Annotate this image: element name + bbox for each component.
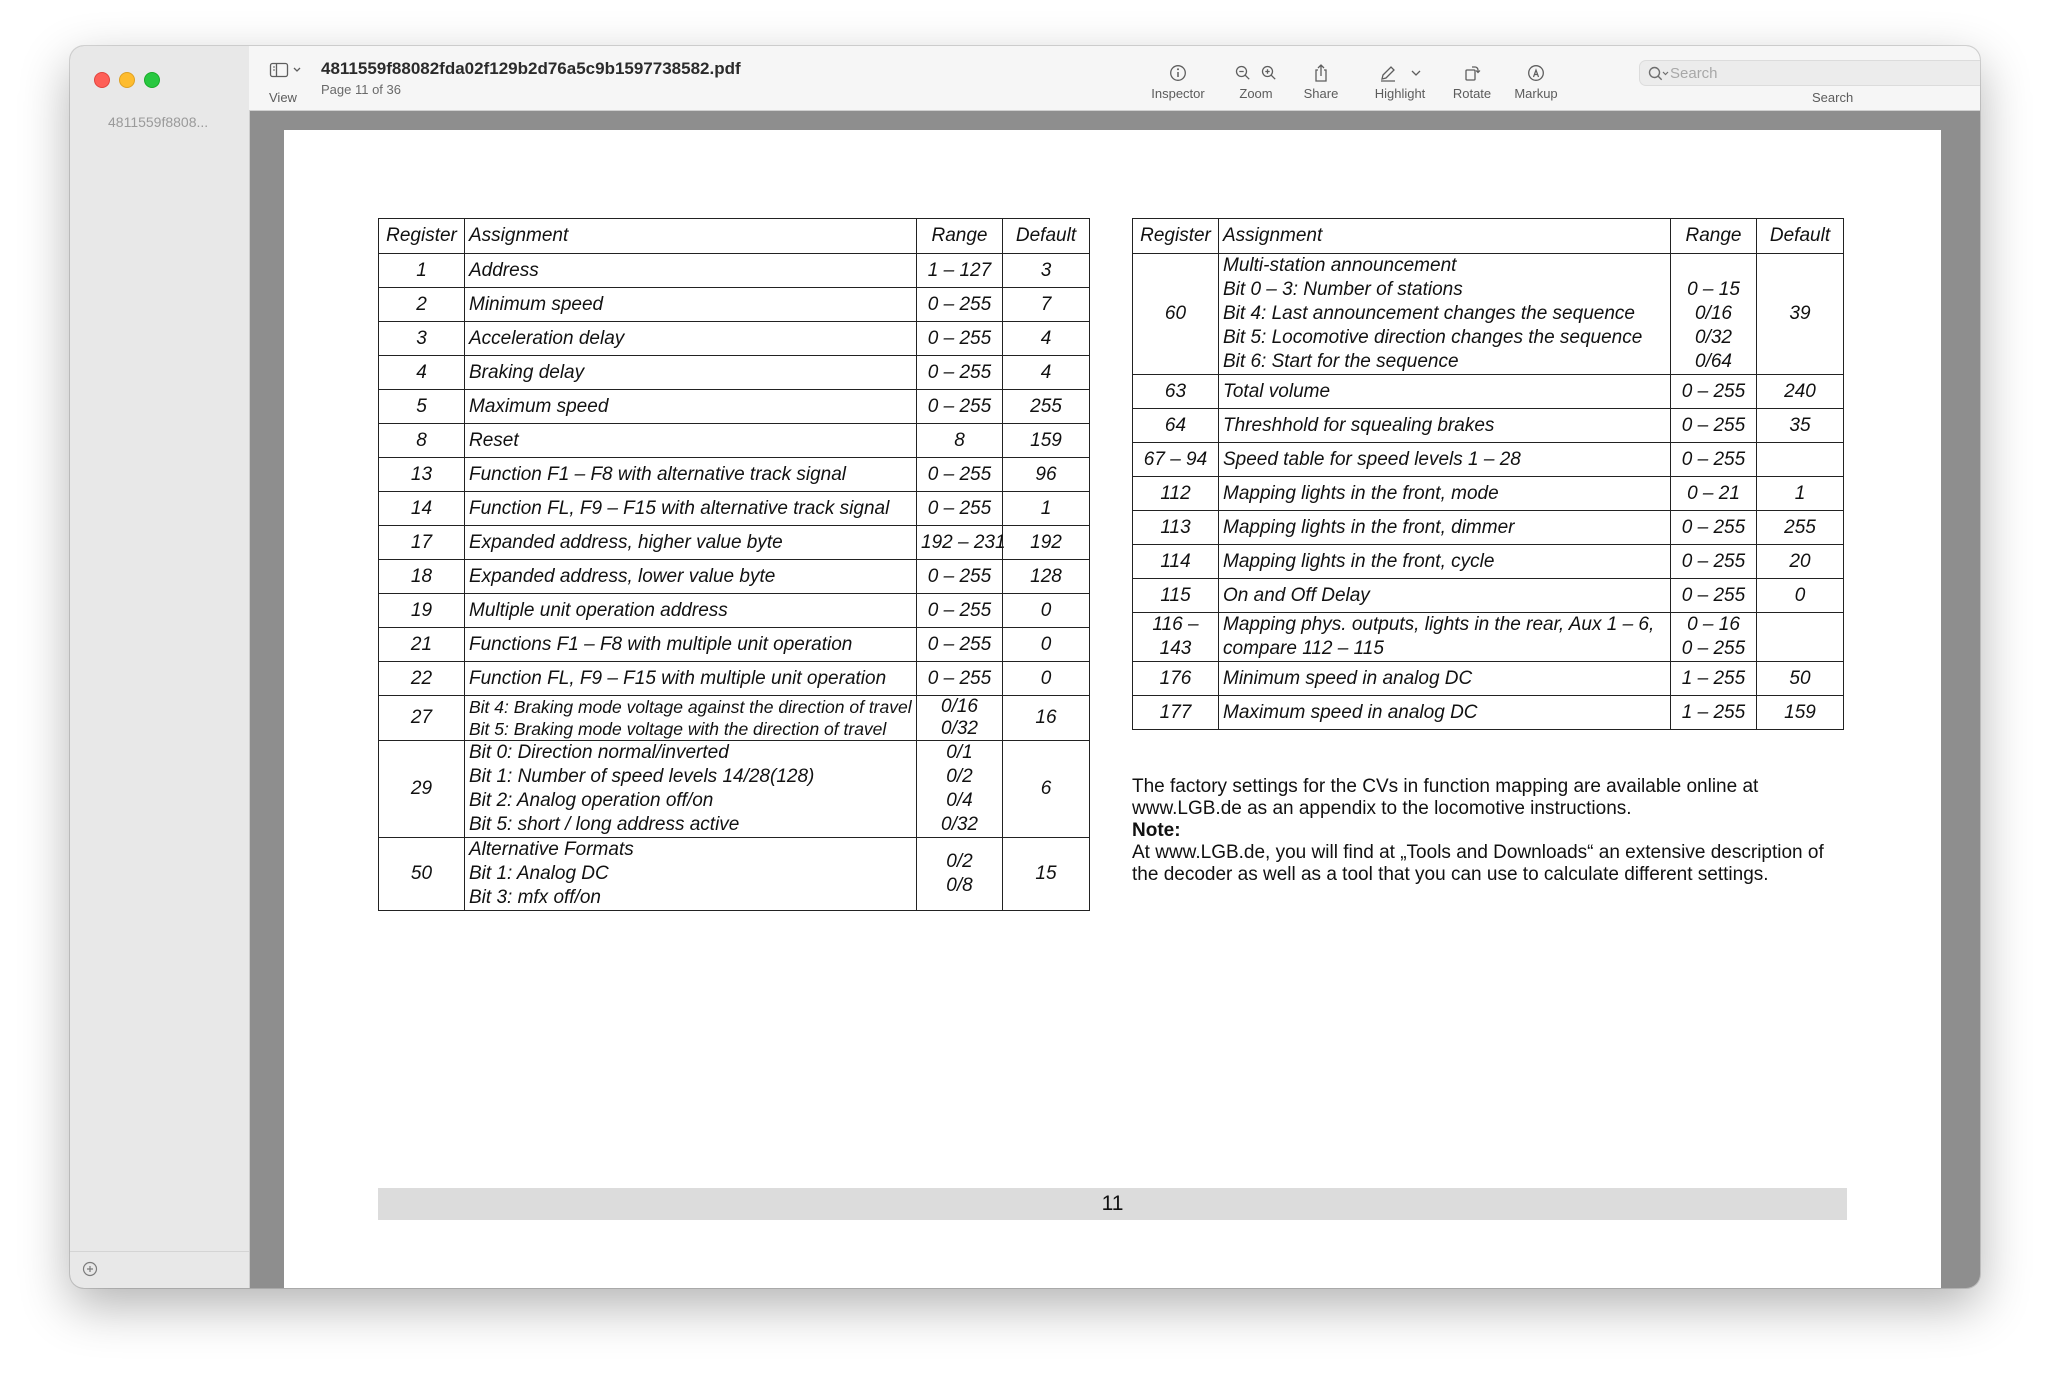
range-line: 0 – 255 <box>1681 380 1746 402</box>
assignment-cell <box>465 696 917 741</box>
zoom-label: Zoom <box>1239 86 1273 101</box>
table-row <box>379 662 1090 696</box>
table-row <box>379 356 1090 390</box>
assignment-cell <box>1219 375 1671 409</box>
notes-block <box>1132 776 1852 886</box>
assignment-cell <box>1219 579 1671 613</box>
table-row <box>1133 254 1844 375</box>
markup-pen-icon <box>1527 64 1545 82</box>
search-field[interactable] <box>1639 60 1980 86</box>
range-cell <box>917 696 1003 741</box>
range-line: 0 – 255 <box>927 667 992 689</box>
assignment-line: Multiple unit operation address <box>469 599 728 621</box>
range-cell <box>1671 477 1757 511</box>
assignment-line: Function FL, F9 – F15 with multiple unit operation <box>469 667 887 689</box>
register-cell: 8 <box>379 424 465 458</box>
highlight-button[interactable] <box>1359 60 1441 108</box>
sidebar <box>70 46 250 1288</box>
header-range: Range <box>917 219 1003 254</box>
range-line: 0 – 255 <box>927 565 992 587</box>
table-row <box>1133 409 1844 443</box>
range-cell <box>917 356 1003 390</box>
assignment-cell <box>1219 409 1671 443</box>
assignment-line: Bit 5: Braking mode voltage with the direction of travel <box>469 719 887 739</box>
register-cell: 21 <box>379 628 465 662</box>
register-cell: 5 <box>379 390 465 424</box>
default-cell: 16 <box>1003 696 1090 741</box>
table-row <box>379 254 1090 288</box>
info-icon <box>1169 64 1187 82</box>
range-cell <box>1671 545 1757 579</box>
register-cell: 17 <box>379 526 465 560</box>
range-cell <box>917 838 1003 911</box>
register-cell: 3 <box>379 322 465 356</box>
range-cell <box>1671 579 1757 613</box>
range-cell <box>1671 662 1757 696</box>
header-assignment: Assignment <box>1219 219 1671 254</box>
table-row <box>379 741 1090 838</box>
header-register: Register <box>379 219 465 254</box>
cv-table-right <box>1132 218 1844 730</box>
default-cell: 20 <box>1757 545 1844 579</box>
assignment-line: Minimum speed in analog DC <box>1223 667 1473 689</box>
table-row <box>379 322 1090 356</box>
range-cell <box>917 390 1003 424</box>
default-cell: 0 <box>1757 579 1844 613</box>
assignment-line: Bit 4: Braking mode voltage against the direction of travel <box>469 697 912 717</box>
default-cell: 0 <box>1003 662 1090 696</box>
default-cell: 240 <box>1757 375 1844 409</box>
header-default: Default <box>1003 219 1090 254</box>
register-cell: 63 <box>1133 375 1219 409</box>
assignment-cell <box>465 741 917 838</box>
default-cell: 35 <box>1757 409 1844 443</box>
range-line: 0 – 255 <box>927 395 992 417</box>
range-line: 0/2 <box>946 851 973 872</box>
table-row <box>1133 613 1844 662</box>
range-line: 0 – 255 <box>927 599 992 621</box>
table-row <box>379 526 1090 560</box>
range-line: 1 – 255 <box>1681 667 1746 689</box>
default-cell: 159 <box>1757 696 1844 730</box>
default-cell: 1 <box>1757 477 1844 511</box>
range-cell <box>1671 375 1757 409</box>
zoom-out-icon[interactable] <box>1235 65 1251 81</box>
range-cell <box>1671 613 1757 662</box>
register-cell: 60 <box>1133 254 1219 375</box>
range-cell <box>1671 511 1757 545</box>
sidebar-toggle-icon <box>269 60 303 78</box>
highlighter-icon <box>1379 64 1397 82</box>
page-number: 11 <box>1101 1192 1124 1215</box>
zoom-in-icon[interactable] <box>1261 65 1277 81</box>
register-cell: 4 <box>379 356 465 390</box>
assignment-line: Reset <box>469 429 519 451</box>
assignment-line: Braking delay <box>469 361 585 383</box>
assignment-line: Bit 4: Last announcement changes the sequence <box>1223 303 1635 324</box>
range-line: 8 <box>954 429 965 451</box>
assignment-line: Bit 1: Number of speed levels 14/28(128) <box>469 766 815 787</box>
assignment-cell <box>1219 696 1671 730</box>
assignment-line: Address <box>469 259 539 281</box>
range-line: 0/4 <box>946 790 973 811</box>
range-line: 0/32 <box>941 718 978 739</box>
table-row <box>379 560 1090 594</box>
rotate-label: Rotate <box>1452 86 1492 101</box>
assignment-cell <box>465 492 917 526</box>
range-line: 0 – 255 <box>927 463 992 485</box>
range-cell <box>917 424 1003 458</box>
sidebar-footer <box>70 1251 249 1288</box>
assignment-line: Mapping lights in the front, mode <box>1223 482 1499 504</box>
register-cell: 177 <box>1133 696 1219 730</box>
default-cell: 0 <box>1003 628 1090 662</box>
range-line: 0/32 <box>941 814 978 835</box>
range-line: 0 – 255 <box>927 633 992 655</box>
range-cell <box>917 492 1003 526</box>
assignment-line: Functions F1 – F8 with multiple unit operation <box>469 633 853 655</box>
assignment-cell <box>1219 613 1671 662</box>
assignment-line: Bit 5: short / long address active <box>469 814 740 835</box>
assignment-cell <box>465 838 917 911</box>
cv-table-left <box>378 218 1090 911</box>
assignment-cell <box>1219 254 1671 375</box>
register-cell: 22 <box>379 662 465 696</box>
assignment-line: Multi-station announcement <box>1223 255 1457 276</box>
range-line: 0 – 16 <box>1687 614 1740 635</box>
table-row <box>1133 696 1844 730</box>
default-cell: 255 <box>1003 390 1090 424</box>
default-cell: 159 <box>1003 424 1090 458</box>
page-number-bar <box>378 1188 1847 1220</box>
assignment-cell <box>465 254 917 288</box>
table-row <box>379 838 1090 911</box>
default-cell: 1 <box>1003 492 1090 526</box>
page-indicator: Page 11 of 36 <box>321 82 401 97</box>
range-line: 0/1 <box>946 742 973 763</box>
range-line: 0/8 <box>946 875 973 896</box>
assignment-line: Expanded address, higher value byte <box>469 531 783 553</box>
default-cell <box>1757 443 1844 477</box>
assignment-line: Bit 1: Analog DC <box>469 863 609 884</box>
range-line: 0 – 255 <box>927 327 992 349</box>
default-cell: 7 <box>1003 288 1090 322</box>
range-cell <box>917 628 1003 662</box>
register-cell: 115 <box>1133 579 1219 613</box>
default-cell: 3 <box>1003 254 1090 288</box>
assignment-line: Threshhold for squealing brakes <box>1223 414 1495 436</box>
assignment-line: Expanded address, lower value byte <box>469 565 776 587</box>
range-line: 0 – 21 <box>1687 482 1740 504</box>
table-row <box>379 628 1090 662</box>
assignment-line: compare 112 – 115 <box>1223 638 1384 659</box>
assignment-cell <box>465 390 917 424</box>
assignment-line: Bit 0: Direction normal/inverted <box>469 742 729 763</box>
range-line: 0 – 255 <box>1681 414 1746 436</box>
pdf-page <box>284 130 1941 1288</box>
range-cell <box>1671 254 1757 375</box>
range-cell <box>917 458 1003 492</box>
default-cell <box>1757 613 1844 662</box>
assignment-line: Function FL, F9 – F15 with alternative track signal <box>469 497 890 519</box>
assignment-line: Maximum speed in analog DC <box>1223 701 1478 723</box>
inspector-label: Inspector <box>1151 86 1205 101</box>
register-cell: 19 <box>379 594 465 628</box>
assignment-line: Total volume <box>1223 380 1331 402</box>
highlight-label: Highlight <box>1374 86 1426 101</box>
table-row <box>379 288 1090 322</box>
range-line: 0 – 255 <box>927 497 992 519</box>
table-row <box>379 424 1090 458</box>
range-line: 1 – 255 <box>1681 701 1746 723</box>
range-line: 192 – 231 <box>921 531 1006 553</box>
search-label: Search <box>1812 90 1854 105</box>
inspector-button[interactable] <box>1140 60 1216 108</box>
view-label: View <box>269 90 297 105</box>
range-line: 0 – 255 <box>1681 448 1746 470</box>
header-default: Default <box>1757 219 1844 254</box>
assignment-cell <box>1219 511 1671 545</box>
table-row <box>1133 443 1844 477</box>
assignment-cell <box>465 322 917 356</box>
default-cell: 15 <box>1003 838 1090 911</box>
header-assignment: Assignment <box>465 219 917 254</box>
assignment-line: Bit 3: mfx off/on <box>469 887 601 908</box>
range-cell <box>917 288 1003 322</box>
default-cell: 192 <box>1003 526 1090 560</box>
assignment-cell <box>465 594 917 628</box>
register-cell: 116 – 143 <box>1133 613 1219 662</box>
assignment-line: Mapping phys. outputs, lights in the rear, Aux 1 – 6, <box>1223 614 1655 635</box>
sidebar-thumbnail-label[interactable]: 4811559f8808... <box>108 114 209 130</box>
assignment-cell <box>1219 443 1671 477</box>
table-row <box>379 594 1090 628</box>
document-title: 4811559f88082fda02f129b2d76a5c9b1597738582.pdf <box>321 59 741 78</box>
search-input[interactable] <box>1670 63 1980 83</box>
search-icon <box>1648 66 1670 82</box>
assignment-line: Acceleration delay <box>469 327 625 349</box>
register-cell: 50 <box>379 838 465 911</box>
table-row <box>1133 511 1844 545</box>
register-cell: 112 <box>1133 477 1219 511</box>
range-cell <box>917 594 1003 628</box>
register-cell: 113 <box>1133 511 1219 545</box>
range-cell <box>917 526 1006 560</box>
assignment-cell <box>1219 662 1671 696</box>
range-line: 0/16 <box>941 696 978 717</box>
add-page-button[interactable] <box>82 1261 98 1277</box>
register-cell: 64 <box>1133 409 1219 443</box>
assignment-cell <box>465 560 917 594</box>
assignment-line: Alternative Formats <box>469 839 634 860</box>
table-row <box>1133 545 1844 579</box>
toolbar <box>249 46 1980 111</box>
range-line: 0/64 <box>1695 351 1732 372</box>
rotate-button[interactable] <box>1444 60 1500 108</box>
register-cell: 2 <box>379 288 465 322</box>
default-cell: 4 <box>1003 356 1090 390</box>
register-cell: 29 <box>379 741 465 838</box>
share-label: Share <box>1303 86 1339 101</box>
range-line: 0 – 255 <box>1681 638 1746 659</box>
table-header-row <box>379 219 1090 254</box>
table-row <box>1133 662 1844 696</box>
table-row <box>379 696 1090 741</box>
range-cell <box>1671 696 1757 730</box>
range-line: 1 – 127 <box>927 259 992 281</box>
view-menu-button[interactable] <box>269 60 309 108</box>
range-cell <box>917 662 1003 696</box>
header-register: Register <box>1133 219 1219 254</box>
range-line: 0 – 255 <box>927 293 992 315</box>
table-row <box>379 458 1090 492</box>
range-cell <box>917 322 1003 356</box>
markup-label: Markup <box>1514 86 1558 101</box>
preview-window <box>70 46 1980 1288</box>
default-cell: 6 <box>1003 741 1090 838</box>
default-cell: 39 <box>1757 254 1844 375</box>
assignment-line: Speed table for speed levels 1 – 28 <box>1223 448 1521 470</box>
table-header-row <box>1133 219 1844 254</box>
range-line: 0/32 <box>1695 327 1732 348</box>
assignment-cell <box>465 356 917 390</box>
share-icon <box>1313 63 1329 83</box>
assignment-line: Maximum speed <box>469 395 609 417</box>
default-cell: 96 <box>1003 458 1090 492</box>
range-line: 0 – 15 <box>1687 279 1740 300</box>
register-cell: 27 <box>379 696 465 741</box>
range-line: 0/2 <box>946 766 973 787</box>
chevron-down-icon[interactable] <box>1411 69 1421 77</box>
range-line: 0 – 255 <box>1681 516 1746 538</box>
default-cell: 4 <box>1003 322 1090 356</box>
register-cell: 67 – 94 <box>1133 443 1219 477</box>
range-line: 0/16 <box>1695 303 1732 324</box>
default-cell: 128 <box>1003 560 1090 594</box>
range-line: 0 – 255 <box>927 361 992 383</box>
assignment-cell <box>465 628 917 662</box>
assignment-cell <box>465 424 917 458</box>
zoom-button[interactable] <box>1228 60 1284 108</box>
plus-circle-icon <box>82 1261 98 1277</box>
register-cell: 13 <box>379 458 465 492</box>
table-row <box>1133 375 1844 409</box>
register-cell: 18 <box>379 560 465 594</box>
assignment-line: Bit 5: Locomotive direction changes the sequence <box>1223 327 1643 348</box>
markup-button[interactable] <box>1507 60 1565 108</box>
range-cell <box>917 560 1003 594</box>
table-row <box>379 390 1090 424</box>
register-cell: 114 <box>1133 545 1219 579</box>
factory-settings-text: The factory settings for the CVs in function mapping are available online at www.LGB.de as an appendix to the locomotive instructions. <box>1132 776 1759 819</box>
share-button[interactable] <box>1293 60 1349 108</box>
assignment-cell <box>1219 477 1671 511</box>
default-cell: 50 <box>1757 662 1844 696</box>
assignment-line: Bit 2: Analog operation off/on <box>469 790 714 811</box>
range-line: 0 – 255 <box>1681 550 1746 572</box>
table-row <box>379 492 1090 526</box>
range-cell <box>917 741 1003 838</box>
header-range: Range <box>1671 219 1757 254</box>
default-cell: 255 <box>1757 511 1844 545</box>
assignment-line: Bit 6: Start for the sequence <box>1223 351 1459 372</box>
table-row <box>1133 579 1844 613</box>
assignment-line: Mapping lights in the front, cycle <box>1223 550 1495 572</box>
register-cell: 176 <box>1133 662 1219 696</box>
assignment-line: On and Off Delay <box>1223 584 1370 606</box>
note-text: At www.LGB.de, you will find at „Tools and Downloads“ an extensive description of the decoder as well as a tool that you can use to calculate different settings. <box>1132 842 1824 885</box>
assignment-line: Bit 0 – 3: Number of stations <box>1223 279 1463 300</box>
range-cell <box>1671 443 1757 477</box>
rotate-icon <box>1463 64 1481 82</box>
range-cell <box>1671 409 1757 443</box>
assignment-line: Mapping lights in the front, dimmer <box>1223 516 1515 538</box>
assignment-cell <box>465 458 917 492</box>
close-window-button[interactable] <box>94 72 110 88</box>
assignment-cell <box>1219 545 1671 579</box>
range-line: 0 – 255 <box>1681 584 1746 606</box>
register-cell: 1 <box>379 254 465 288</box>
note-heading: Note: <box>1132 820 1181 841</box>
assignment-cell <box>465 288 917 322</box>
assignment-line: Function F1 – F8 with alternative track signal <box>469 463 847 485</box>
minimize-window-button[interactable] <box>119 72 135 88</box>
assignment-cell <box>465 526 917 560</box>
default-cell: 0 <box>1003 594 1090 628</box>
assignment-cell <box>465 662 917 696</box>
register-cell: 14 <box>379 492 465 526</box>
table-row <box>1133 477 1844 511</box>
assignment-line: Minimum speed <box>469 293 604 315</box>
fullscreen-window-button[interactable] <box>144 72 160 88</box>
range-cell <box>917 254 1003 288</box>
